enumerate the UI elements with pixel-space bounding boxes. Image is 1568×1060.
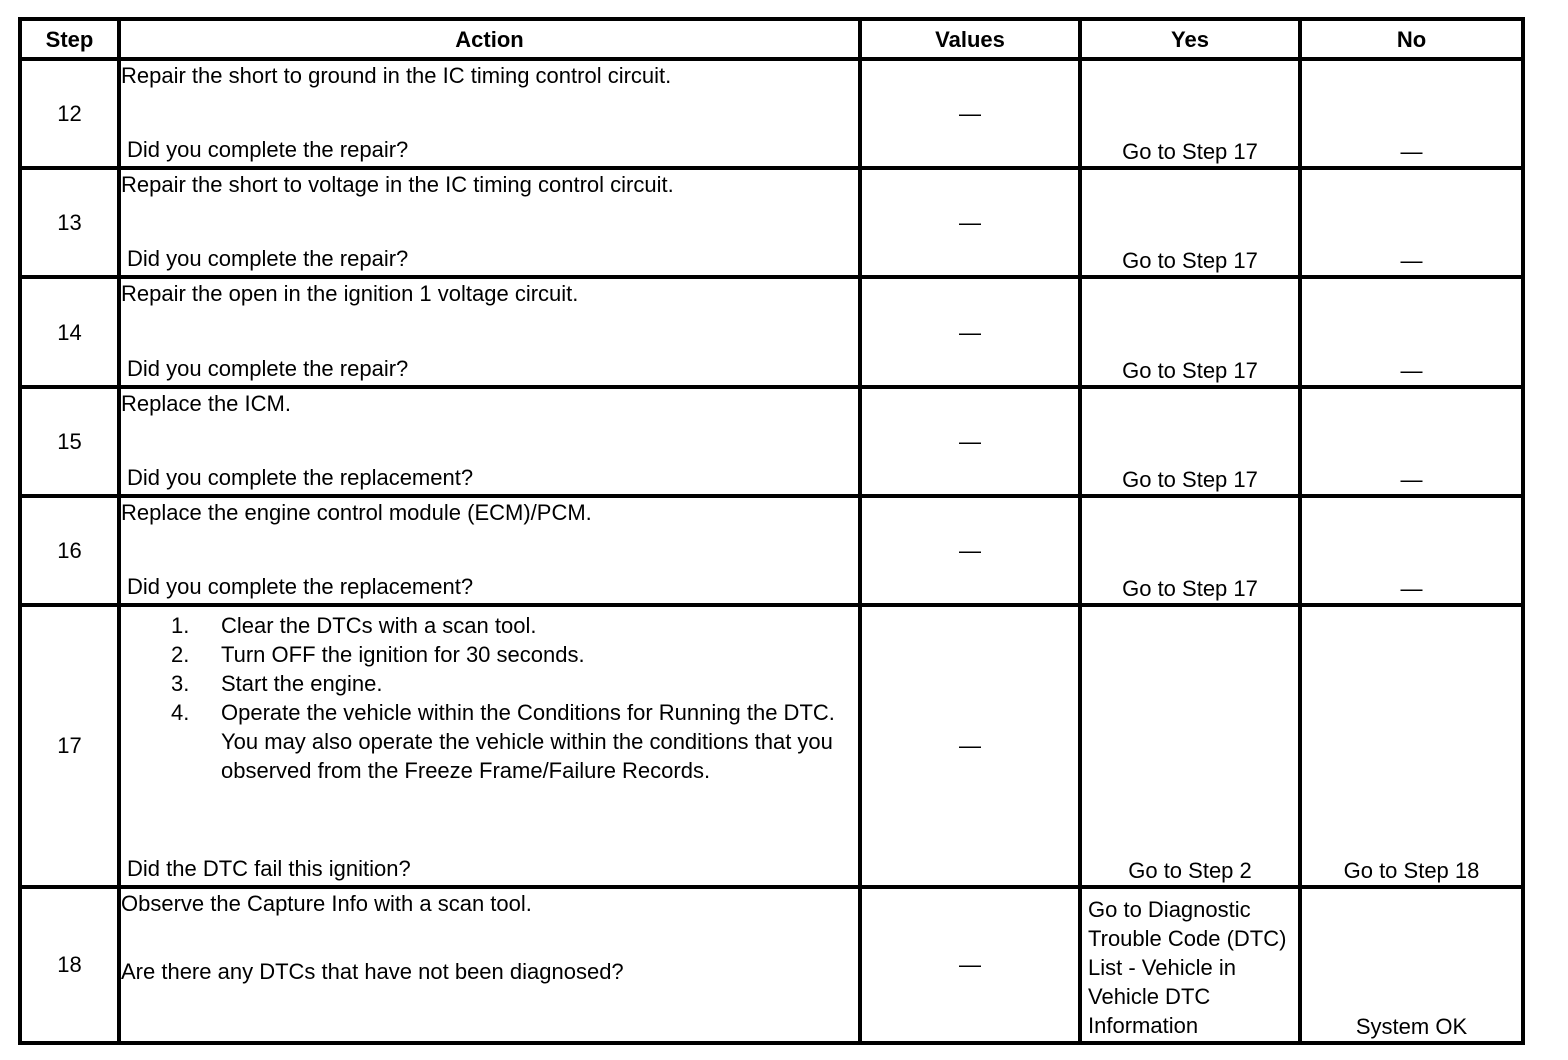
no-cell: — [1300, 59, 1523, 168]
action-question: Did you complete the replacement? [127, 464, 474, 490]
list-number: 1. [171, 613, 190, 639]
action-text: Repair the short to voltage in the IC timing control circuit. [121, 172, 674, 198]
list-number: 3. [171, 671, 190, 697]
table-row [20, 168, 1523, 277]
header-row [20, 19, 1523, 59]
action-text: Replace the engine control module (ECM)/PCM. [121, 499, 592, 525]
values-cell: — [860, 277, 1080, 386]
table-row [20, 605, 1523, 887]
action-question: Are there any DTCs that have not been diagnosed? [121, 958, 624, 984]
values-cell: — [860, 59, 1080, 168]
no-cell: — [1300, 277, 1523, 386]
header-action: Action [119, 19, 860, 59]
step-number: 12 [20, 59, 119, 168]
action-question: Did you complete the repair? [127, 137, 409, 163]
action-text: Repair the short to ground in the IC timing control circuit. [121, 63, 672, 88]
yes-cell: Go to Step 17 [1080, 496, 1300, 605]
list-number: 2. [171, 642, 190, 668]
table-row [20, 887, 1523, 1043]
step-number: 18 [20, 887, 119, 1043]
no-cell: Go to Step 18 [1300, 605, 1523, 887]
action-text: Replace the ICM. [121, 390, 291, 416]
step-number: 14 [20, 277, 119, 386]
action-question: Did you complete the repair? [127, 246, 409, 272]
values-cell: — [860, 496, 1080, 605]
step-number: 16 [20, 496, 119, 605]
yes-cell: Go to Step 17 [1080, 168, 1300, 277]
action-question: Did the DTC fail this ignition? [127, 855, 411, 881]
yes-cell: Go to Step 2 [1080, 605, 1300, 887]
header-yes: Yes [1080, 19, 1300, 59]
header-no: No [1300, 19, 1523, 59]
procedure-list [121, 611, 858, 785]
no-cell: — [1300, 387, 1523, 496]
action-cell [119, 605, 860, 887]
list-item [121, 611, 858, 640]
header-step: Step [20, 19, 119, 59]
action-text: Repair the open in the ignition 1 voltage circuit. [121, 281, 579, 307]
values-cell: — [860, 168, 1080, 277]
list-number: 4. [171, 700, 190, 726]
action-question: Did you complete the repair? [127, 355, 409, 381]
action-cell [119, 387, 860, 496]
table-row [20, 496, 1523, 605]
action-cell [119, 168, 860, 277]
step-number: 13 [20, 168, 119, 277]
table-row [20, 387, 1523, 496]
step-number: 17 [20, 605, 119, 887]
yes-cell: Go to Diagnostic Trouble Code (DTC) List - Vehicle in Vehicle DTC Information [1080, 887, 1300, 1043]
list-item [121, 669, 858, 698]
values-cell: — [860, 887, 1080, 1043]
list-text: Start the engine. [221, 671, 383, 697]
yes-cell: Go to Step 17 [1080, 59, 1300, 168]
list-text: Clear the DTCs with a scan tool. [221, 613, 537, 639]
values-cell: — [860, 605, 1080, 887]
list-text: Operate the vehicle within the Conditions for Running the DTC. You may also operate the vehicle within the conditions that you observed from the Freeze Frame/Failure Records. [221, 700, 835, 784]
header-values: Values [860, 19, 1080, 59]
list-item [121, 640, 858, 669]
action-cell [119, 277, 860, 386]
list-item [121, 698, 858, 785]
table-row [20, 59, 1523, 168]
table-row [20, 277, 1523, 386]
action-cell [119, 887, 860, 1043]
no-cell: — [1300, 496, 1523, 605]
step-number: 15 [20, 387, 119, 496]
values-cell: — [860, 387, 1080, 496]
action-question: Did you complete the replacement? [127, 574, 474, 600]
yes-cell: Go to Step 17 [1080, 277, 1300, 386]
yes-cell: Go to Step 17 [1080, 387, 1300, 496]
action-text: Observe the Capture Info with a scan tool. [121, 890, 532, 916]
no-cell: System OK [1300, 887, 1523, 1043]
diagnostic-table [18, 17, 1525, 1045]
no-cell: — [1300, 168, 1523, 277]
action-cell [119, 496, 860, 605]
action-cell [119, 59, 860, 168]
list-text: Turn OFF the ignition for 30 seconds. [221, 642, 585, 668]
